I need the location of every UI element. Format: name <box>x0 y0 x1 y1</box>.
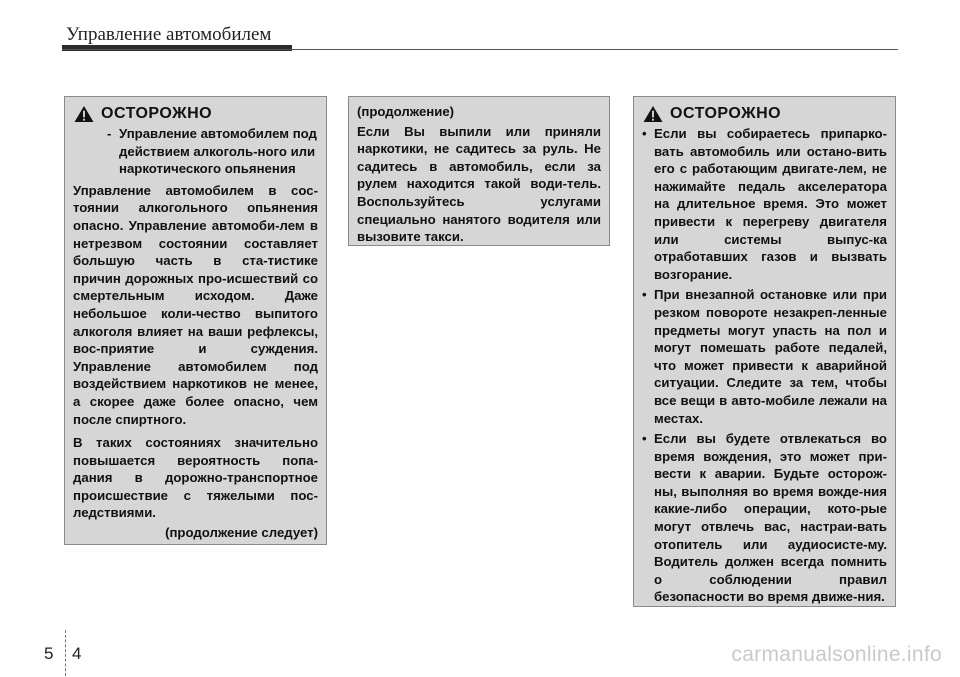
caution-bullet: • Если вы будете отвлекаться во время вождения, это может при-вести к аварии. Будьте осторож-ны, выполняя во время вожде-ния какие-либо операции, кото-рые могут отвлечь вас, настраи-вать отопитель или аудиосисте-му. Водитель должен всегда помнить о соблюдении правил безопасности во время движе-ния. <box>642 431 887 605</box>
header-rule <box>62 49 898 50</box>
caution-title: ОСТОРОЖНО <box>670 105 782 123</box>
caution-header <box>642 105 887 123</box>
caution-bullet-text: При внезапной остановке или при резком повороте незакреп-ленные предметы могут упасть на пол и могут помешать работе педалей, что может привести к аварийной ситуации. Следите за тем, чтобы все вещи в авто-мобиле лежали на местах. <box>654 287 887 426</box>
page-number-separator <box>65 630 66 676</box>
continuation-text: Если Вы выпили или приняли наркотики, не садитесь за руль. Не садитесь в автомобиль, если за рулем находится такой води-тель. Воспользуйтесь услугами специально нанятого водителя или вызовите такси. <box>357 123 601 245</box>
continuation-title: (продолжение) <box>357 104 455 119</box>
page-header-title: Управление автомобилем <box>66 24 272 45</box>
continued-note: (продолжение следует) <box>165 525 318 541</box>
caution-subtitle: - Управление автомобилем под действием алкоголь-ного или наркотического опьянения <box>107 126 317 177</box>
continuation-box <box>348 96 610 246</box>
caution-header <box>73 105 318 123</box>
caution-box-driving <box>633 96 896 607</box>
caution-bullet-text: Если вы будете отвлекаться во время вождения, это может при-вести к аварии. Будьте осторож-ны, выполняя во время вожде-ния какие-либо операции, кото-рые могут отвлечь вас, настраи-вать отопитель или аудиосисте-му. Водитель должен всегда помнить о соблюдении правил безопасности во время движе-ния. <box>654 431 887 605</box>
caution-paragraph-2: В таких состояниях значительно повышается вероятность попа-дания в дорожно-транспортное происшествие с тяжелыми пос-ледствиями. <box>73 435 318 521</box>
warning-triangle-icon <box>642 105 664 123</box>
caution-bullet-text: Если вы собираетесь припарко-вать автомобиль или остано-вить его с работающим двигате-лем, не нажимайте педаль акселератора на длительное время. Это может привести к перегреву двигателя или системы выпус-ка отработавших газов и вызвать возгорание. <box>654 126 887 282</box>
caution-bullet: • При внезапной остановке или при резком повороте незакреп-ленные предметы могут упасть на пол и могут помешать работе педалей, что может привести к аварийной ситуации. Следите за тем, чтобы все вещи в авто-мобиле лежали на местах. <box>642 287 887 426</box>
page-number: 4 <box>72 644 82 663</box>
section-number: 5 <box>44 644 54 663</box>
caution-bullet: • Если вы собираетесь припарко-вать автомобиль или остано-вить его с работающим двигате-лем, не нажимайте педаль акселератора на длительное время. Это может привести к перегреву двигателя или системы выпус-ка отработавших газов и вызвать возгорание. <box>642 126 887 282</box>
caution-title: ОСТОРОЖНО <box>101 105 213 123</box>
caution-subtitle-text: Управление автомобилем под действием алкоголь-ного или наркотического опьянения <box>119 126 317 177</box>
caution-box-alcohol <box>64 96 327 545</box>
caution-paragraph-1: Управление автомобилем в сос-тоянии алкогольного опьянения опасно. Управление автомоби-лем в нетрезвом состоянии составляет большую часть в ста-тистике причин дорожных про-исшествий со смертельным исходом. Даже небольшое коли-чество выпитого алкоголя влияет на ваши рефлексы, вос-приятие и суждения. Управление автомобилем под воздействием наркотиков не менее, а скорее даже более опасно, чем после спиртного. <box>73 182 318 427</box>
warning-triangle-icon <box>73 105 95 123</box>
watermark: carmanualsonline.info <box>731 643 942 666</box>
header-accent-bar <box>62 45 292 51</box>
